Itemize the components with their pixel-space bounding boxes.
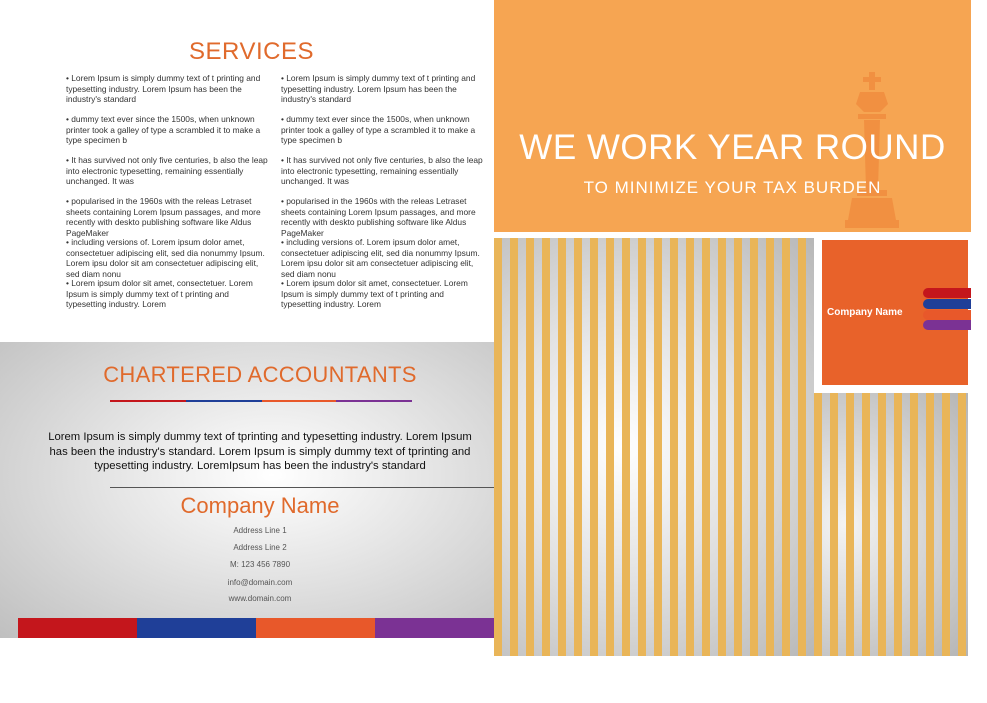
service-item: • Lorem ipsum dolor sit amet, consectetuer. Lorem Ipsum is simply dummy text of t printing and typesetting industry. Lorem (66, 278, 253, 309)
card-company-name: Company Name (827, 307, 903, 318)
title-underline-purple (336, 400, 412, 402)
cover-subheadline: TO MINIMIZE YOUR TAX BURDEN (583, 178, 882, 197)
card-band-red (923, 288, 971, 298)
service-item: • popularised in the 1960s with the releas Letraset sheets containing Lorem Ipsum passages, and more recently with deskto publishing software like Aldus PageMaker (281, 196, 476, 238)
service-item: • Lorem ipsum dolor sit amet, consectetuer. Lorem Ipsum is simply dummy text of t printing and typesetting industry. Lorem (281, 278, 468, 309)
color-bar-orange (256, 618, 375, 638)
company-name: Company Name (180, 493, 340, 518)
title-underline-blue (186, 400, 262, 402)
card-band-orange (923, 310, 971, 320)
website-url: www.domain.com (228, 594, 292, 603)
services-left-column (66, 73, 271, 319)
card-band-purple (923, 320, 971, 330)
card-band-blue (923, 299, 971, 309)
color-bar-purple (375, 618, 494, 638)
phone-number: M: 123 456 7890 (229, 560, 291, 569)
striped-pattern-main (494, 238, 814, 656)
services-right-column (281, 73, 486, 319)
chartered-description: Lorem Ipsum is simply dummy text of tprinting and typesetting industry. Lorem Ipsum has been the industry's standard. Lorem Ipsum is simply dummy text of tprinting and typesetting industry. LoremIpsum has been the industry's standard (48, 431, 472, 472)
service-item: • popularised in the 1960s with the releas Letraset sheets containing Lorem Ipsum passages, and more recently with deskto publishing software like Aldus PageMaker (66, 196, 261, 238)
striped-pattern-side (814, 393, 968, 656)
color-bar-red (18, 618, 137, 638)
service-item: • Lorem Ipsum is simply dummy text of t printing and typesetting industry. Lorem Ipsum has been the industry's standard (66, 73, 261, 104)
service-item: • Lorem Ipsum is simply dummy text of t printing and typesetting industry. Lorem Ipsum has been the industry's standard (281, 73, 476, 104)
service-item: • including versions of. Lorem ipsum dolor amet, consectetuer adipiscing elit, sed dia nonummy Ipsum. Lorem ipsu dolor sit am consectetuer adipiscing elit, sed diam nonu (281, 237, 480, 279)
title-underline-orange (262, 400, 338, 402)
service-item: • dummy text ever since the 1500s, when unknown printer took a galley of type a scrambled it to make a type specimen b (66, 114, 261, 145)
title-underline-red (110, 400, 186, 402)
color-bar-blue (137, 618, 256, 638)
service-item: • dummy text ever since the 1500s, when unknown printer took a galley of type a scrambled it to make a type specimen b (281, 114, 476, 145)
services-title: SERVICES (189, 38, 314, 65)
chartered-title: CHARTERED ACCOUNTANTS (103, 362, 417, 387)
address-line-1: Address Line 1 (233, 526, 287, 535)
cover-headline: WE WORK YEAR ROUND (519, 128, 946, 167)
service-item: • including versions of. Lorem ipsum dolor amet, consectetuer adipiscing elit, sed dia nonummy Ipsum. Lorem ipsu dolor sit am consectetuer adipiscing elit, sed diam nonu (66, 237, 265, 279)
address-line-2: Address Line 2 (233, 543, 287, 552)
email-address: info@domain.com (227, 578, 293, 587)
service-item: • It has survived not only five centuries, b also the leap into electronic typesetting, remaining essentially unchanged. It was (66, 155, 268, 186)
service-item: • It has survived not only five centuries, b also the leap into electronic typesetting, remaining essentially unchanged. It was (281, 155, 483, 186)
